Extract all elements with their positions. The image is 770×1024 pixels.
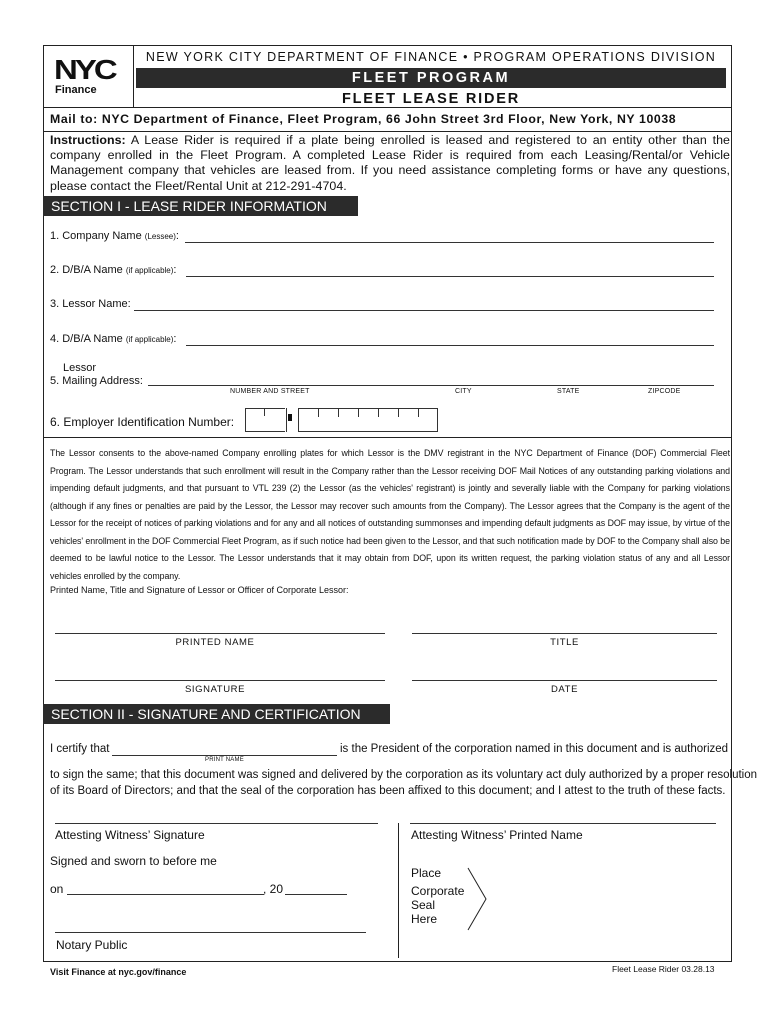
company-name-field[interactable] [185, 242, 714, 243]
printed-name-prompt: Printed Name, Title and Signature of Lessor or Officer of Corporate Lessor: [50, 585, 349, 595]
sworn-on-label: on [50, 882, 64, 896]
instructions-text: A Lease Rider is required if a plate being enrolled is leased and registered to an entity other than the company enrolled in the Fleet Program. A completed Lease Rider is required from each Leasing/Rental/or Vehicle Management company that vehicles are leased from. If you need assistance completing forms or have any questions, please contact the Fleet/Rental Unit at 212-291-4704. [50, 133, 730, 193]
ein-dash [288, 414, 292, 421]
witness-signature-label: Attesting Witness’ Signature [55, 828, 205, 842]
ein-suffix-boxes[interactable] [298, 408, 438, 432]
date-caption: DATE [550, 684, 579, 695]
signature-caption: SIGNATURE [184, 684, 246, 695]
lessor-consent-text: The Lessor consents to the above-named Company enrolling plates for which Lessor is the DMV registrant in the NYC Department of Finance (DOF) Commercial Fleet Program. The Lessor understands that such enrollment will result in the Company rather than the Lessor receiving DOF Mail Notices of any outstanding parking violations and impending default judgments, and that pursuant to VTL 239 (2) the Lessor (as the vehicles' registrant) is jointly and severally liable with the Company for parking violations (although if any fines or penalties are paid by the Lessor, the Lessor may recover such amounts from the Company). The Lessor agrees that the Company is the agent of the Lessor for the receipt of notices of parking violations and for any and all notices of outstanding summonses and impending default judgments as DOF may issue, by virtue of the vehicles' enrollment in the DOF Commercial Fleet Program, as if such notice had been given to the Lessor, and that such notification made by DOF to the Company shall also be deemed to be lawful notice to the Lessor. The Lessor understands that it may obtain from DOF, upon its written request, the parking violation status of any and all Lessor vehicles enrolled by the company. [50, 448, 730, 581]
seal-bracket-icon [466, 866, 488, 932]
signature-line[interactable] [55, 680, 385, 681]
ein-prefix-boxes[interactable] [245, 408, 285, 432]
witness-divider [398, 823, 399, 958]
addr-state-caption: STATE [557, 388, 580, 395]
printed-name-caption: PRINTED NAME [175, 637, 255, 648]
print-name-caption: PRINT NAME [205, 757, 244, 763]
president-name-field[interactable] [112, 755, 337, 756]
lessor-dba-field[interactable] [186, 345, 714, 346]
notary-label: Notary Public [56, 938, 128, 952]
certify-tail: is the President of the corporation named in this document and is authorized [340, 743, 729, 755]
lessor-dba-note: (if applicable) [125, 335, 174, 344]
company-name-text: 1. Company Name [50, 230, 142, 242]
dba-name-text: 2. D/B/A Name [50, 264, 123, 276]
mailing-address-label-top: Lessor [63, 362, 97, 374]
lessor-name-field[interactable] [134, 310, 714, 311]
sworn-year-label: , 20 [263, 882, 284, 896]
title-line[interactable] [412, 633, 717, 634]
date-line[interactable] [412, 680, 717, 681]
nyc-finance-logo [54, 53, 132, 96]
witness-name-label: Attesting Witness’ Printed Name [411, 828, 583, 842]
lessor-name-label: 3. Lessor Name: [50, 298, 131, 310]
addr-zip-caption: ZIPCODE [648, 388, 681, 395]
lessor-dba-text: 4. D/B/A Name [50, 333, 123, 345]
sworn-year-field[interactable] [285, 894, 347, 895]
logo-sub: Finance [55, 84, 97, 96]
notary-line[interactable] [55, 932, 366, 933]
footer-website: Visit Finance at nyc.gov/finance [50, 967, 187, 977]
company-name-label: 1. Company Name (Lessee): [50, 230, 179, 242]
dba-name-label: 2. D/B/A Name (if applicable): [50, 264, 177, 276]
company-name-note: (Lessee) [144, 232, 176, 241]
mailing-address-label: 5. Mailing Address: [50, 375, 143, 387]
sworn-date-field[interactable] [67, 894, 264, 895]
dba-name-note: (if applicable) [125, 266, 174, 275]
section-2-heading: SECTION II - SIGNATURE AND CERTIFICATION [43, 704, 390, 724]
header-divider [133, 45, 134, 107]
header-rule [43, 107, 732, 108]
addr-city-caption: CITY [455, 388, 472, 395]
section-1-heading: SECTION I - LEASE RIDER INFORMATION [43, 196, 358, 216]
seal-line-2: Corporate [411, 884, 465, 898]
seal-line-1: Place [411, 866, 442, 880]
seal-line-3: Seal [411, 898, 436, 912]
ein-label: 6. Employer Identification Number: [50, 415, 235, 429]
form-title: FLEET LEASE RIDER [341, 91, 521, 107]
department-heading: NEW YORK CITY DEPARTMENT OF FINANCE • PROGRAM OPERATIONS DIVISION [145, 50, 717, 64]
title-caption: TITLE [550, 637, 579, 648]
printed-name-line[interactable] [55, 633, 385, 634]
lessor-dba-label: 4. D/B/A Name (if applicable): [50, 333, 177, 345]
certify-lead: I certify that [50, 743, 110, 755]
dba-name-field[interactable] [186, 276, 714, 277]
certify-line-2: to sign the same; that this document was signed and delivered by the corporation as its voluntary act duly authorized by a proper resolution [50, 769, 758, 781]
footer-form-id: Fleet Lease Rider 03.28.13 [612, 964, 715, 974]
instructions [50, 133, 730, 194]
witness-signature-line[interactable] [55, 823, 378, 824]
witness-name-line[interactable] [410, 823, 716, 824]
seal-line-4: Here [411, 912, 438, 926]
sworn-label: Signed and sworn to before me [50, 854, 217, 868]
logo-mark: NYC [54, 53, 115, 86]
program-banner: FLEET PROGRAM [136, 68, 726, 88]
consent-rule [43, 437, 732, 438]
mail-to-address: Mail to: NYC Department of Finance, Fleet Program, 66 John Street 3rd Floor, New York, NY 10038 [50, 112, 677, 126]
certify-line-3: of its Board of Directors; and that the seal of the corporation has been affixed to this document; and I attest to the truth of these facts. [50, 785, 726, 797]
addr-number-caption: NUMBER AND STREET [230, 388, 310, 395]
mailto-rule [43, 131, 732, 132]
mailing-address-field[interactable] [148, 385, 714, 386]
instructions-label: Instructions: [50, 133, 126, 147]
